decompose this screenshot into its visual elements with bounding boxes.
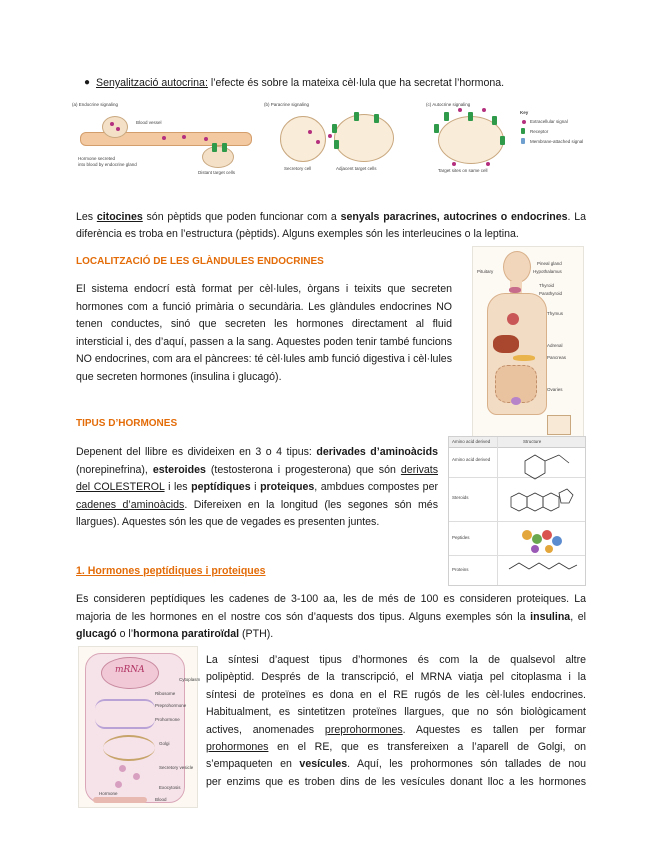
endocrine-cell-shape [102,116,128,138]
autocrine-definition: l’efecte és sobre la mateixa cèl·lula que ha secretat l’hormona. [207,77,505,89]
golgi-shape [103,735,155,761]
citocines-line-2: diferència es troba en l’estructura (pèptids). Alguns exemples són les interleucines o la leptina. [76,228,519,240]
pancreas-shape [513,355,535,361]
sintesi-line-3: síntesi de proteïnes es dona en el RE rugós de les cèl·lules endocrines. [206,688,586,701]
secretory-cell-shape [280,116,326,162]
liver-shape [493,335,519,353]
figure-a-title: (a) Endocrine signaling [72,102,119,107]
endocrine-glands-figure [472,246,584,438]
target-cell-shape [202,146,234,168]
localitzacio-line: tenen conductes, sinó que secreten les hormones directament al fluid [76,318,452,331]
gland-label: Pituitary [477,269,494,274]
heading-localitzacio: LOCALITZACIÓ DE LES GLÀNDULES ENDOCRINES [76,256,324,267]
heart-shape [507,313,519,325]
mrna-title: mRNA [115,665,145,675]
gland-label: Hypothalamus [533,269,562,274]
adjacent-target-cell-shape [334,114,394,162]
figure-key-title: Key [520,110,529,115]
figure-c-title: (c) Autocrine signaling [426,102,471,107]
figure-c-target: Target sites on same cell [438,168,488,173]
rough-er-shape [95,699,155,729]
tipus-line-4: cadenes d’aminoàcids. Difereixen en la longitud (les segones són més [76,498,438,511]
sintesi-line-7: s’empaqueten en vesícules. Aquí, les prohormones són tallades de nou [206,758,586,771]
capillary-shape [93,797,147,803]
synthesis-label: Preprohormone [155,703,187,708]
hormone-types-table-figure [448,436,586,586]
table-row-label: Amino acid derived [452,457,491,462]
heading-tipus: TIPUS D’HORMONES [76,418,178,429]
localitzacio-line: hormones com a funció primària o secundària. Les glàndules endocrines NO [76,300,452,313]
citocines-line-1: Les citocines són pèptids que poden funcionar com a senyals paracrines, autocrines o endocrines. La [76,211,587,223]
synthesis-label: Secretory vesicle [159,765,194,770]
sintesi-line-8: per enzims que es troben dins de les vesícules donant lloc a les hormones [206,775,586,788]
sintesi-paragraph [206,652,586,791]
figure-key-1: Extracellular signal [530,119,568,124]
table-row-label: Steroids [452,495,469,500]
sintesi-line-2: polipèptid. Després de la transcripció, el MRNA viatja pel citoplasma i la [206,671,586,684]
testes-inset-shape [547,415,571,435]
synthesis-label: Blood [155,797,167,802]
gland-label: Thymus [547,311,564,316]
figure-a-target: Distant target cells [198,170,236,175]
sintesi-line-4: Habitualment, es sintetitzen proteïnes llargues, que no són biològicament [206,706,586,719]
gland-label: Pineal gland [537,261,562,266]
molecule-structures-drawing [505,449,581,583]
autocrine-term: Senyalització autocrina: [96,77,208,89]
figure-key-2: Receptor [530,129,549,134]
hormone-synthesis-figure [78,646,201,808]
synthesis-label: Hormone [99,791,118,796]
localitzacio-line: NO endocrines, com ara el pàncrees: té cèl·lules amb funció digestiva i cèl·lules [76,353,452,366]
heading-peptidiques: 1. Hormones peptídiques i proteiques [76,565,266,577]
peptidiques-line-1: Es consideren peptídiques les cadenes de 3-100 aa, les de més de 100 es consideren proteiques. La [76,593,586,605]
table-col-header: Structure [523,439,542,444]
gland-label: Adrenal [547,343,563,348]
synthesis-label: Exocytosis [159,785,181,790]
peptidiques-line-3: glucagó o l’hormona paratiroïdal (PTH). [76,628,274,641]
tipus-paragraph [76,444,438,532]
synthesis-label: Cytoplasm [179,677,201,682]
table-col-header: Amino acid derived [452,439,491,444]
peptidiques-paragraph [76,591,586,644]
gonads-shape [511,397,521,405]
figure-a-hormone: Hormone secreted [78,156,116,161]
synthesis-label: Golgi [159,741,170,746]
localitzacio-line: que secreten hormones (insulina i glucagó). [76,370,282,383]
thyroid-shape [509,287,521,293]
head-shape [503,251,531,283]
localitzacio-paragraph [76,281,452,387]
peptidiques-line-2: majoria de les hormones en el nostre cos són d’aquests dos tipus. Alguns exemples són la insulina, el [76,610,586,623]
table-row-label: Peptides [452,535,470,540]
tipus-line-5: llargues). Aquestes són les que de vegades es presenten juntes. [76,516,380,529]
localitzacio-line: intersticial i, des d’aquí, passen a la sang. Aquestes poden tenir també funcions [76,335,452,348]
gland-label: Thyroid [539,283,555,288]
gland-label: Pancreas [547,355,567,360]
sintesi-line-1: La síntesi d’aquest tipus d’hormones és com la de qualsevol altre [206,654,586,666]
figure-a-hormone2: into blood by endocrine gland [78,162,137,167]
tipus-line-3: del COLESTEROL i les peptídiques i proteiques, ambdues compostes per [76,481,438,494]
gland-label: Parathyroid [539,291,563,296]
figure-key-3: Membrane-attached signal [530,139,584,144]
figure-b-title: (b) Paracrine signaling [264,102,310,107]
bullet-dot-icon: ● [84,77,91,88]
bullet-autocrine [84,77,505,89]
sintesi-line-5: actives, anomenades preprohormones. Aquestes es tallen per formar [206,723,586,736]
gland-label: Ovaries [547,387,563,392]
figure-b-adjacent: Adjacent target cells [336,166,377,171]
synthesis-label: Prohormone [155,717,180,722]
tipus-line-1: Depenent del llibre es divideixen en 3 o 4 tipus: derivades d’aminoàcids [76,446,438,458]
localitzacio-line: El sistema endocrí està format per cèl·lules, òrgans i teixits que secreten [76,283,452,295]
table-row-label: Proteins [452,567,469,572]
synthesis-label: Ribosome [155,691,176,696]
figure-b-secretory: Secretory cell [284,166,312,171]
sintesi-line-6: prohormones en el RE, que es transfereixen a l’aparell de Golgi, on [206,741,586,754]
figure-a-vessel: Blood vessel [136,120,162,125]
cell-signaling-figure [72,100,586,180]
tipus-line-2: (norepinefrina), esteroides (testosterona i progesterona) que són derivats [76,463,438,476]
